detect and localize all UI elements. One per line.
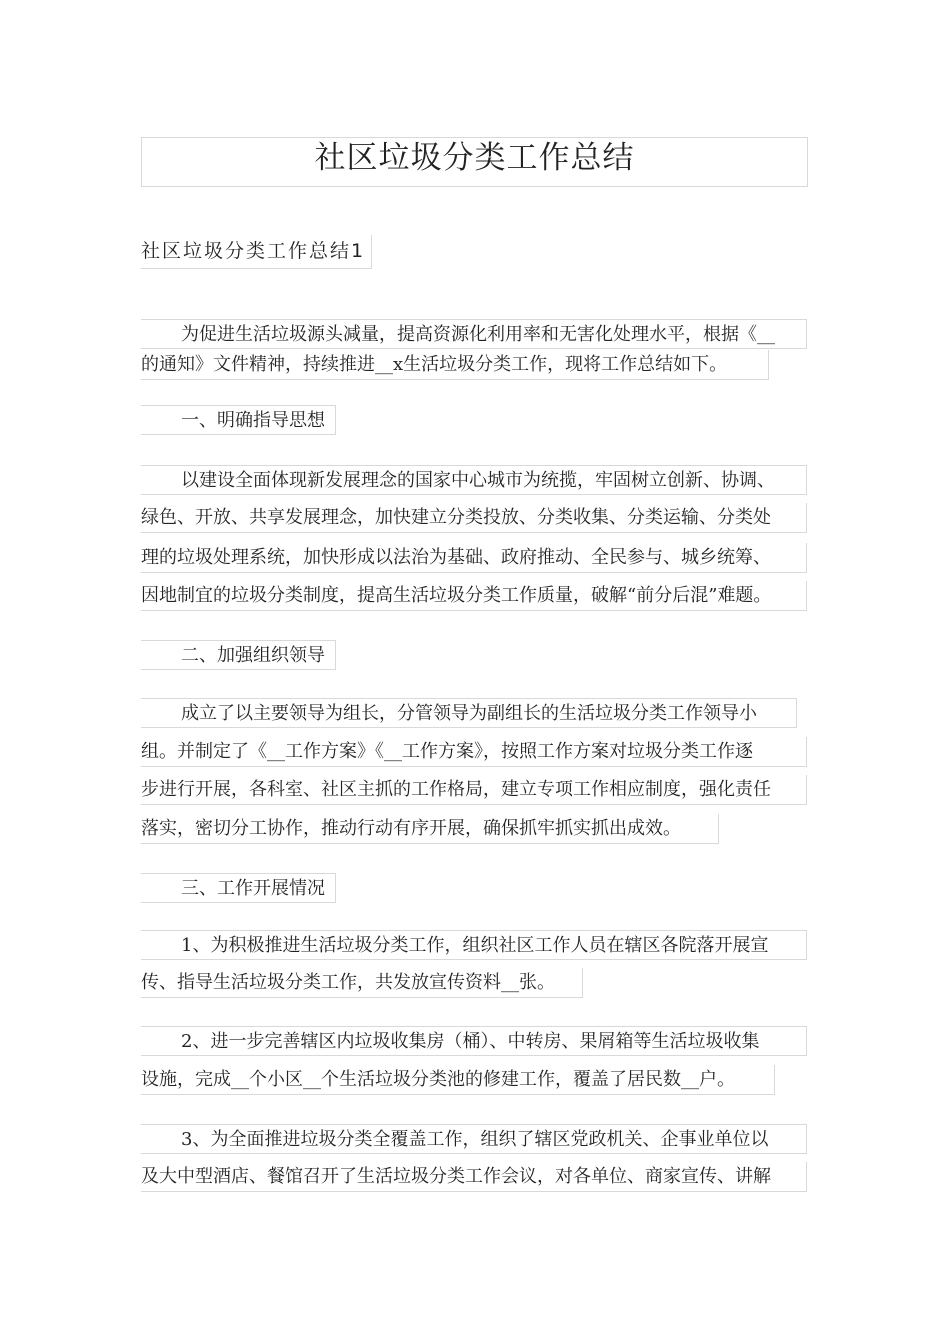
document-title: 社区垃圾分类工作总结 bbox=[141, 137, 808, 187]
section-3-item-1-line-1: 1、为积极推进生活垃圾分类工作，组织社区工作人员在辖区各院落开展宣 bbox=[141, 930, 807, 960]
section-3-item-2-line-1: 2、进一步完善辖区内垃圾收集房（桶）、中转房、果屑箱等生活垃圾收集 bbox=[141, 1026, 807, 1056]
intro-line-2: 的通知》文件精神，持续推进__x生活垃圾分类工作，现将工作总结如下。 bbox=[141, 350, 769, 380]
section-3-item-1-line-2: 传、指导生活垃圾分类工作，共发放宣传资料__张。 bbox=[141, 968, 583, 998]
section-1-line-3: 理的垃圾处理系统，加快形成以法治为基础、政府推动、全民参与、城乡统筹、 bbox=[141, 543, 807, 573]
intro-line-1: 为促进生活垃圾源头减量，提高资源化利用率和无害化处理水平，根据《__ bbox=[141, 319, 807, 349]
section-2-line-2: 组。并制定了《__工作方案》《__工作方案》，按照工作方案对垃圾分类工作逐 bbox=[141, 737, 807, 767]
section-1-line-2: 绿色、开放、共享发展理念，加快建立分类投放、分类收集、分类运输、分类处 bbox=[141, 503, 807, 533]
section-3-item-3-line-1: 3、为全面推进垃圾分类全覆盖工作，组织了辖区党政机关、企事业单位以 bbox=[141, 1124, 807, 1154]
section-2-heading: 二、加强组织领导 bbox=[141, 640, 336, 670]
section-2-line-3: 步进行开展，各科室、社区主抓的工作格局，建立专项工作相应制度，强化责任 bbox=[141, 775, 807, 805]
section-3-heading: 三、工作开展情况 bbox=[141, 873, 336, 903]
section-3-item-3-line-2: 及大中型酒店、餐馆召开了生活垃圾分类工作会议，对各单位、商家宣传、讲解 bbox=[141, 1162, 807, 1192]
section-1-line-4: 因地制宜的垃圾分类制度，提高生活垃圾分类工作质量，破解“前分后混”难题。 bbox=[141, 581, 807, 611]
section-2-line-4: 落实，密切分工协作，推动行动有序开展，确保抓牢抓实抓出成效。 bbox=[141, 814, 719, 844]
section-2-line-1: 成立了以主要领导为组长，分管领导为副组长的生活垃圾分类工作领导小 bbox=[141, 698, 797, 728]
section-1-heading: 一、明确指导思想 bbox=[141, 405, 336, 435]
document-subtitle: 社区垃圾分类工作总结1 bbox=[141, 235, 372, 269]
section-1-line-1: 以建设全面体现新发展理念的国家中心城市为统揽，牢固树立创新、协调、 bbox=[141, 465, 807, 495]
section-3-item-2-line-2: 设施，完成__个小区__个生活垃圾分类池的修建工作，覆盖了居民数__户。 bbox=[141, 1065, 775, 1095]
